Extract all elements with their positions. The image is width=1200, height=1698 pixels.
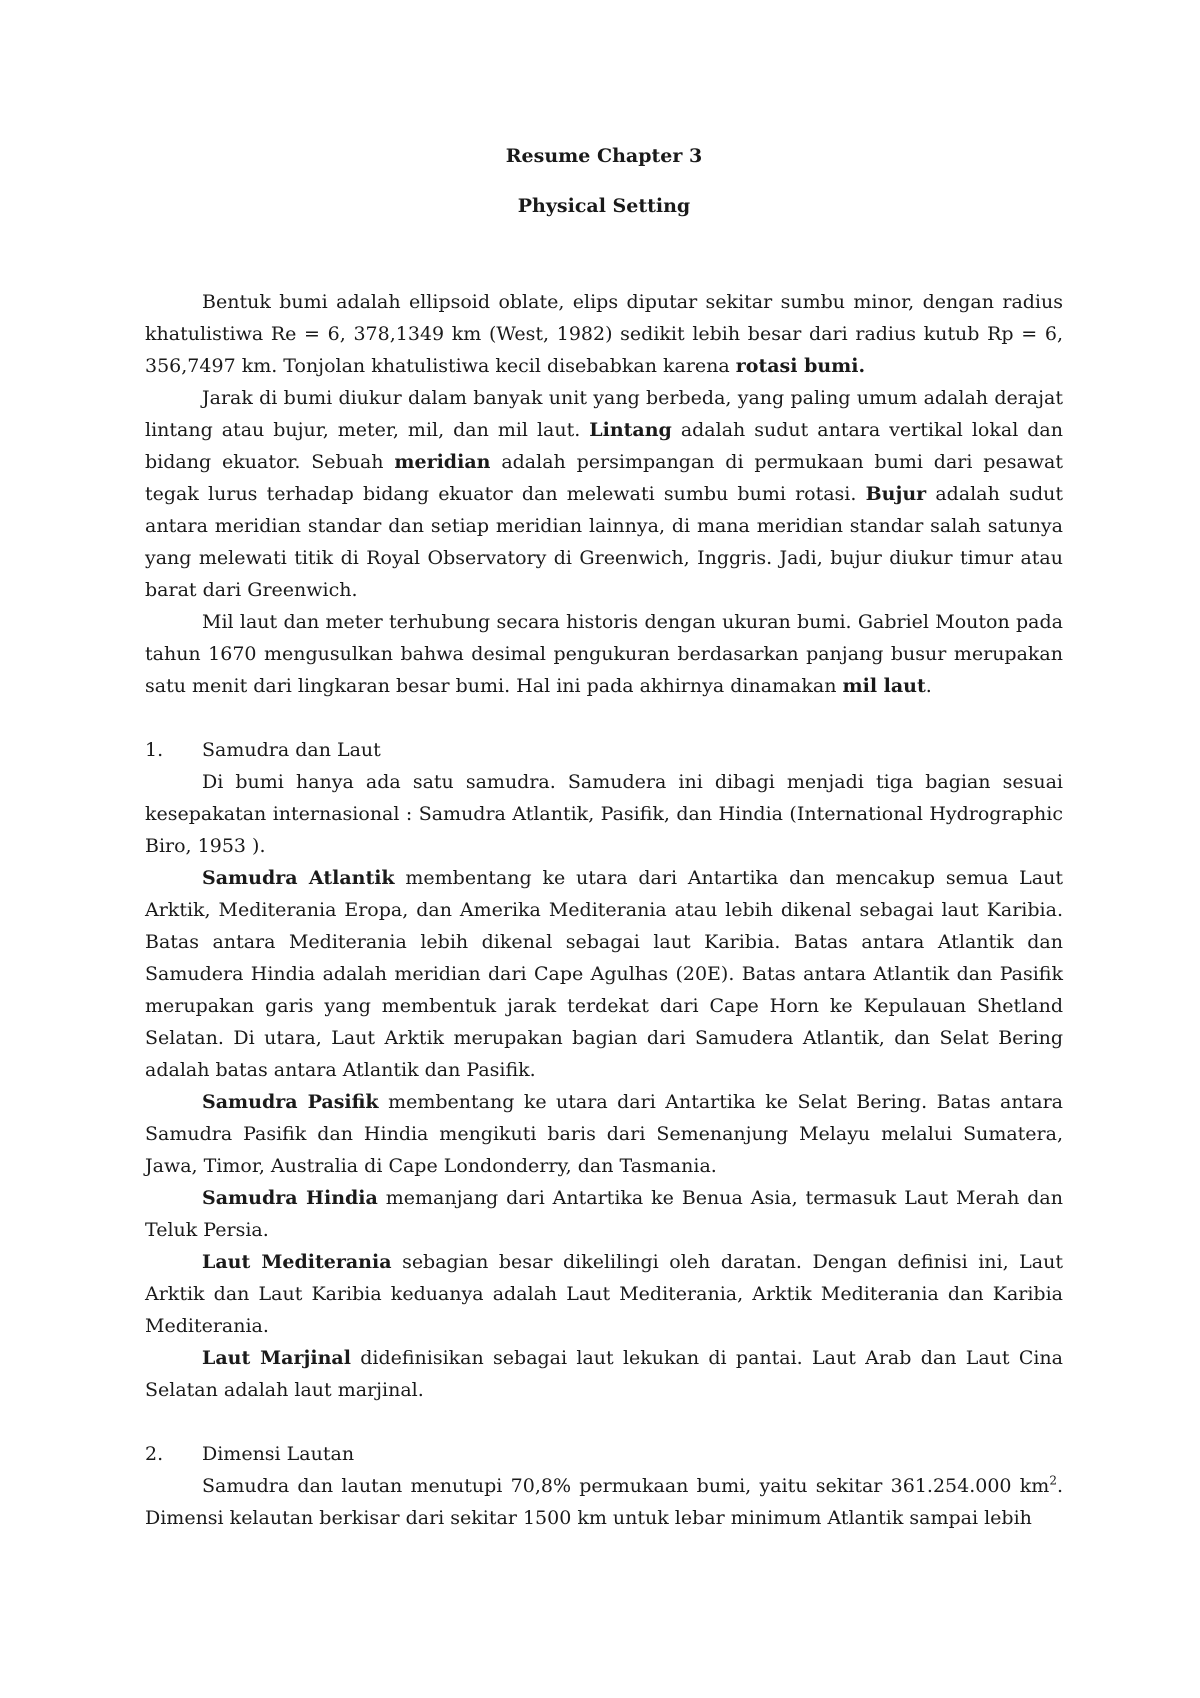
text-run: memanjang dari Antartika ke Benua Asia, termasuk Laut Merah dan Teluk Persia. xyxy=(145,1187,1063,1241)
text-run: adalah sudut antara meridian standar dan setiap meridian lainnya, di mana meridian standar salah satunya yang melewati titik di Royal Observatory di Greenwich, Inggris. Jadi, bujur diukur timur atau barat dari Greenwich. xyxy=(145,483,1064,601)
document-subtitle: Physical Setting xyxy=(517,195,691,217)
text-run: Mil laut dan meter terhubung secara historis dengan ukuran bumi. Gabriel Mouton pada tahun 1670 mengusulkan bahwa desimal pengukuran berdasarkan panjang busur merupakan satu menit dari lingkaran besar bumi. Hal ini pada akhirnya dinamakan xyxy=(145,611,1063,697)
bold-term: Samudra Atlantik xyxy=(202,867,395,889)
bold-term: rotasi bumi. xyxy=(735,355,866,377)
text-run: membentang ke utara dari Antartika ke Selat Bering. Batas antara Samudra Pasifik dan Hindia mengikuti baris dari Semenanjung Melayu melalui Sumatera, Jawa, Timor, Australia di Cape Londonderry, dan Tasmania. xyxy=(145,1091,1063,1177)
text-run: sebagian besar dikelilingi oleh daratan. Dengan definisi ini, Laut Arktik dan Laut Karibia keduanya adalah Laut Mediterania, Arktik Mediterania dan Karibia Mediterania. xyxy=(145,1251,1063,1337)
section-paragraph xyxy=(145,1246,1063,1342)
section-heading xyxy=(145,1438,1063,1470)
text-run: didefinisikan sebagai laut lekukan di pantai. Laut Arab dan Laut Cina Selatan adalah laut marjinal. xyxy=(145,1347,1063,1401)
section-dimensi-lautan xyxy=(145,1438,1063,1534)
intro-section xyxy=(145,286,1063,702)
bold-term: Samudra Hindia xyxy=(202,1187,378,1209)
section-paragraph xyxy=(145,1086,1063,1182)
section-number: 1. xyxy=(145,739,164,761)
bold-term: Bujur xyxy=(865,483,927,505)
bold-term: Laut Mediterania xyxy=(202,1251,392,1273)
bold-term: Lintang xyxy=(589,419,672,441)
text-run: Di bumi hanya ada satu samudra. Samudera ini dibagi menjadi tiga bagian sesuai kesepakatan internasional : Samudra Atlantik, Pasifik, dan Hindia (International Hydrographic Biro, 1953 ). xyxy=(145,771,1063,857)
text-run: . Dimensi kelautan berkisar dari sekitar 1500 km untuk lebar minimum Atlantik sampai lebih xyxy=(145,1475,1063,1529)
text-run: . xyxy=(925,675,932,697)
intro-paragraph xyxy=(145,382,1063,606)
section-paragraph xyxy=(145,1342,1063,1406)
superscript: 2 xyxy=(1049,1473,1057,1488)
section-heading-text: Samudra dan Laut xyxy=(202,739,381,761)
section-number: 2. xyxy=(145,1443,164,1465)
section-paragraph xyxy=(145,1470,1063,1534)
bold-term: Laut Marjinal xyxy=(202,1347,351,1369)
section-samudra-dan-laut xyxy=(145,734,1063,1406)
text-run: adalah persimpangan di permukaan bumi dari pesawat tegak lurus terhadap bidang ekuator dan melewati sumbu bumi rotasi. xyxy=(145,451,1064,505)
section-paragraph xyxy=(145,1182,1063,1246)
intro-paragraph xyxy=(145,286,1063,382)
section-paragraph xyxy=(145,862,1063,1086)
text-run: adalah sudut antara vertikal lokal dan bidang ekuator. Sebuah xyxy=(145,419,1063,473)
text-run: Jarak di bumi diukur dalam banyak unit yang berbeda, yang paling umum adalah derajat lintang atau bujur, meter, mil, dan mil laut. xyxy=(145,387,1063,441)
document-page xyxy=(145,140,1063,1534)
document-title: Resume Chapter 3 xyxy=(505,145,703,167)
text-run: membentang ke utara dari Antartika dan mencakup semua Laut Arktik, Mediterania Eropa, dan Amerika Mediterania atau lebih dikenal sebagai laut Karibia. Batas antara Mediterania lebih dikenal sebagai laut Karibia. Batas antara Atlantik dan Samudera Hindia adalah meridian dari Cape Agulhas (20E). Batas antara Atlantik dan Pasifik merupakan garis yang membentuk jarak terdekat dari Cape Horn ke Kepulauan Shetland Selatan. Di utara, Laut Arktik merupakan bagian dari Samudera Atlantik, dan Selat Bering adalah batas antara Atlantik dan Pasifik. xyxy=(145,867,1063,1081)
bold-term: Samudra Pasifik xyxy=(202,1091,379,1113)
section-heading-text: Dimensi Lautan xyxy=(202,1443,355,1465)
intro-paragraph xyxy=(145,606,1063,702)
section-paragraph xyxy=(145,766,1063,862)
section-heading xyxy=(145,734,1063,766)
text-run: Bentuk bumi adalah ellipsoid oblate, elips diputar sekitar sumbu minor, dengan radius khatulistiwa Re = 6, 378,1349 km (West, 1982) sedikit lebih besar dari radius kutub Rp = 6, 356,7497 km. Tonjolan khatulistiwa kecil disebabkan karena xyxy=(145,291,1063,377)
bold-term: mil laut xyxy=(842,675,926,697)
text-run: Samudra dan lautan menutupi 70,8% permukaan bumi, yaitu sekitar 361.254.000 km xyxy=(202,1475,1050,1497)
bold-term: meridian xyxy=(394,451,491,473)
